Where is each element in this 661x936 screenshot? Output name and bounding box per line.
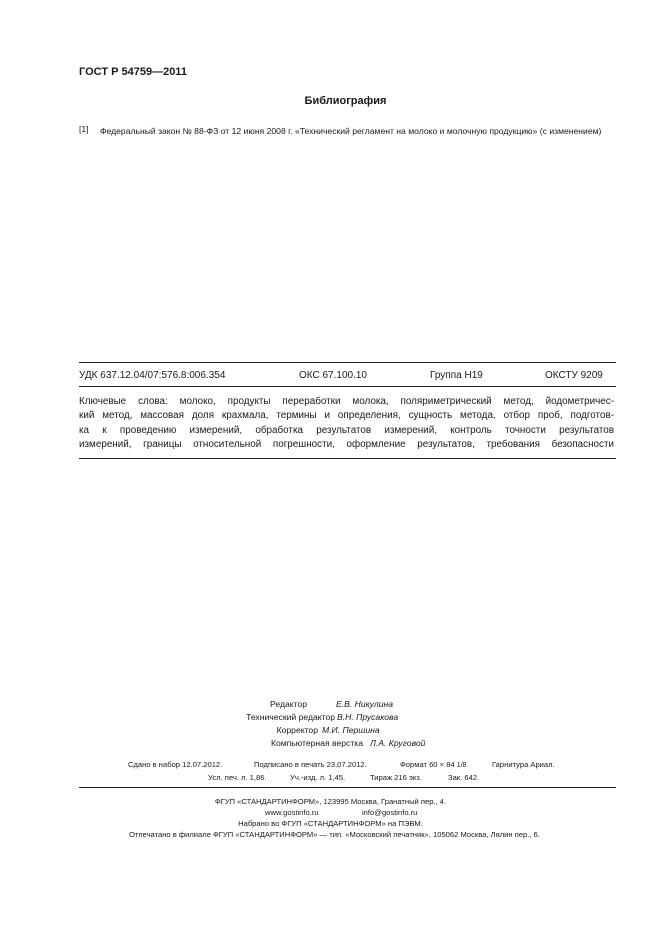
pub-order: Зак. 642. bbox=[448, 773, 480, 782]
keywords-line: ка к проведению измерений, обработка результатов измерений, контроль точности результатов bbox=[79, 424, 614, 436]
keywords-block bbox=[79, 395, 614, 453]
credit-layout bbox=[0, 737, 661, 750]
credit-name: Е.В. Никулина bbox=[336, 699, 394, 709]
keywords-line: измерений, границы относительной погрешности, оформление результатов, требования безопасности bbox=[79, 439, 614, 451]
credit-proofreader bbox=[0, 724, 661, 737]
oks-code: ОКС 67.100.10 bbox=[299, 370, 367, 381]
credit-role: Корректор bbox=[276, 725, 318, 735]
reference-number: [1] bbox=[79, 124, 89, 134]
pub-run: Тираж 216 экз. bbox=[370, 773, 422, 782]
credit-name: В.Н. Прусакова bbox=[337, 712, 399, 722]
credit-name: М.И. Першина bbox=[322, 725, 380, 735]
credit-role: Технический редактор bbox=[246, 712, 335, 722]
pub-signed: Подписано в печать 23.07.2012. bbox=[254, 760, 367, 769]
keywords-line: Ключевые слова: молоко, продукты переработки молока, поляриметрический метод, йодометричес- bbox=[79, 396, 614, 407]
pub-print-sheets: Усл. печ. л. 1,86. bbox=[208, 773, 267, 782]
group-code: Группа Н19 bbox=[430, 370, 483, 381]
standard-number: ГОСТ Р 54759—2011 bbox=[79, 66, 187, 78]
divider-publishing bbox=[79, 787, 616, 788]
bibliography-title: Библиография bbox=[304, 95, 387, 107]
format-84: 84 bbox=[446, 760, 455, 769]
credit-role: Компьютерная верстка bbox=[270, 738, 363, 748]
footer-typeset: Набрано во ФГУП «СТАНДАРТИНФОРМ» на ПЭВМ. bbox=[238, 819, 423, 828]
format-fraction: 1/8 bbox=[456, 762, 467, 769]
format-times: × bbox=[439, 760, 445, 769]
okstu-code: ОКСТУ 9209 bbox=[545, 370, 603, 381]
credit-role: Редактор bbox=[270, 699, 307, 709]
credit-tech-editor bbox=[0, 711, 661, 724]
footer-printed: Отпечатано в филиале ФГУП «СТАНДАРТИНФОРМ» — тип. «Московский печатник», 105062 Москва, Лялин пер., 6. bbox=[129, 830, 540, 839]
footer-web: www.gostinfo.ru bbox=[265, 808, 319, 817]
divider-top bbox=[79, 362, 616, 363]
pub-typeface: Гарнитура Ариал. bbox=[492, 760, 555, 769]
pub-format bbox=[400, 760, 467, 769]
divider-middle bbox=[79, 386, 616, 387]
reference-text: Федеральный закон № 88-ФЗ от 12 июня 2008 г. «Технический регламент на молоко и молочную продукцию» (с изменением) bbox=[100, 126, 602, 136]
divider-bottom bbox=[79, 458, 616, 459]
credit-editor bbox=[0, 698, 661, 711]
pub-submitted: Сдано в набор 12.07.2012. bbox=[128, 760, 223, 769]
pub-pub-sheets: Уч.-изд. л. 1,45. bbox=[290, 773, 346, 782]
keywords-line: кий метод, массовая доля крахмала, термины и определения, сущность метода, отбор проб, подготов- bbox=[79, 410, 614, 422]
format-label: Формат 60 bbox=[400, 760, 438, 769]
udk-code: УДК 637.12.04/07:576.8:006.354 bbox=[79, 370, 226, 381]
credit-name: Л.А. Круговой bbox=[370, 738, 426, 748]
footer-email: info@gostinfo.ru bbox=[362, 808, 418, 817]
credits-block bbox=[0, 698, 661, 750]
footer-org: ФГУП «СТАНДАРТИНФОРМ», 123995 Москва, Гранатный пер., 4. bbox=[214, 797, 447, 806]
